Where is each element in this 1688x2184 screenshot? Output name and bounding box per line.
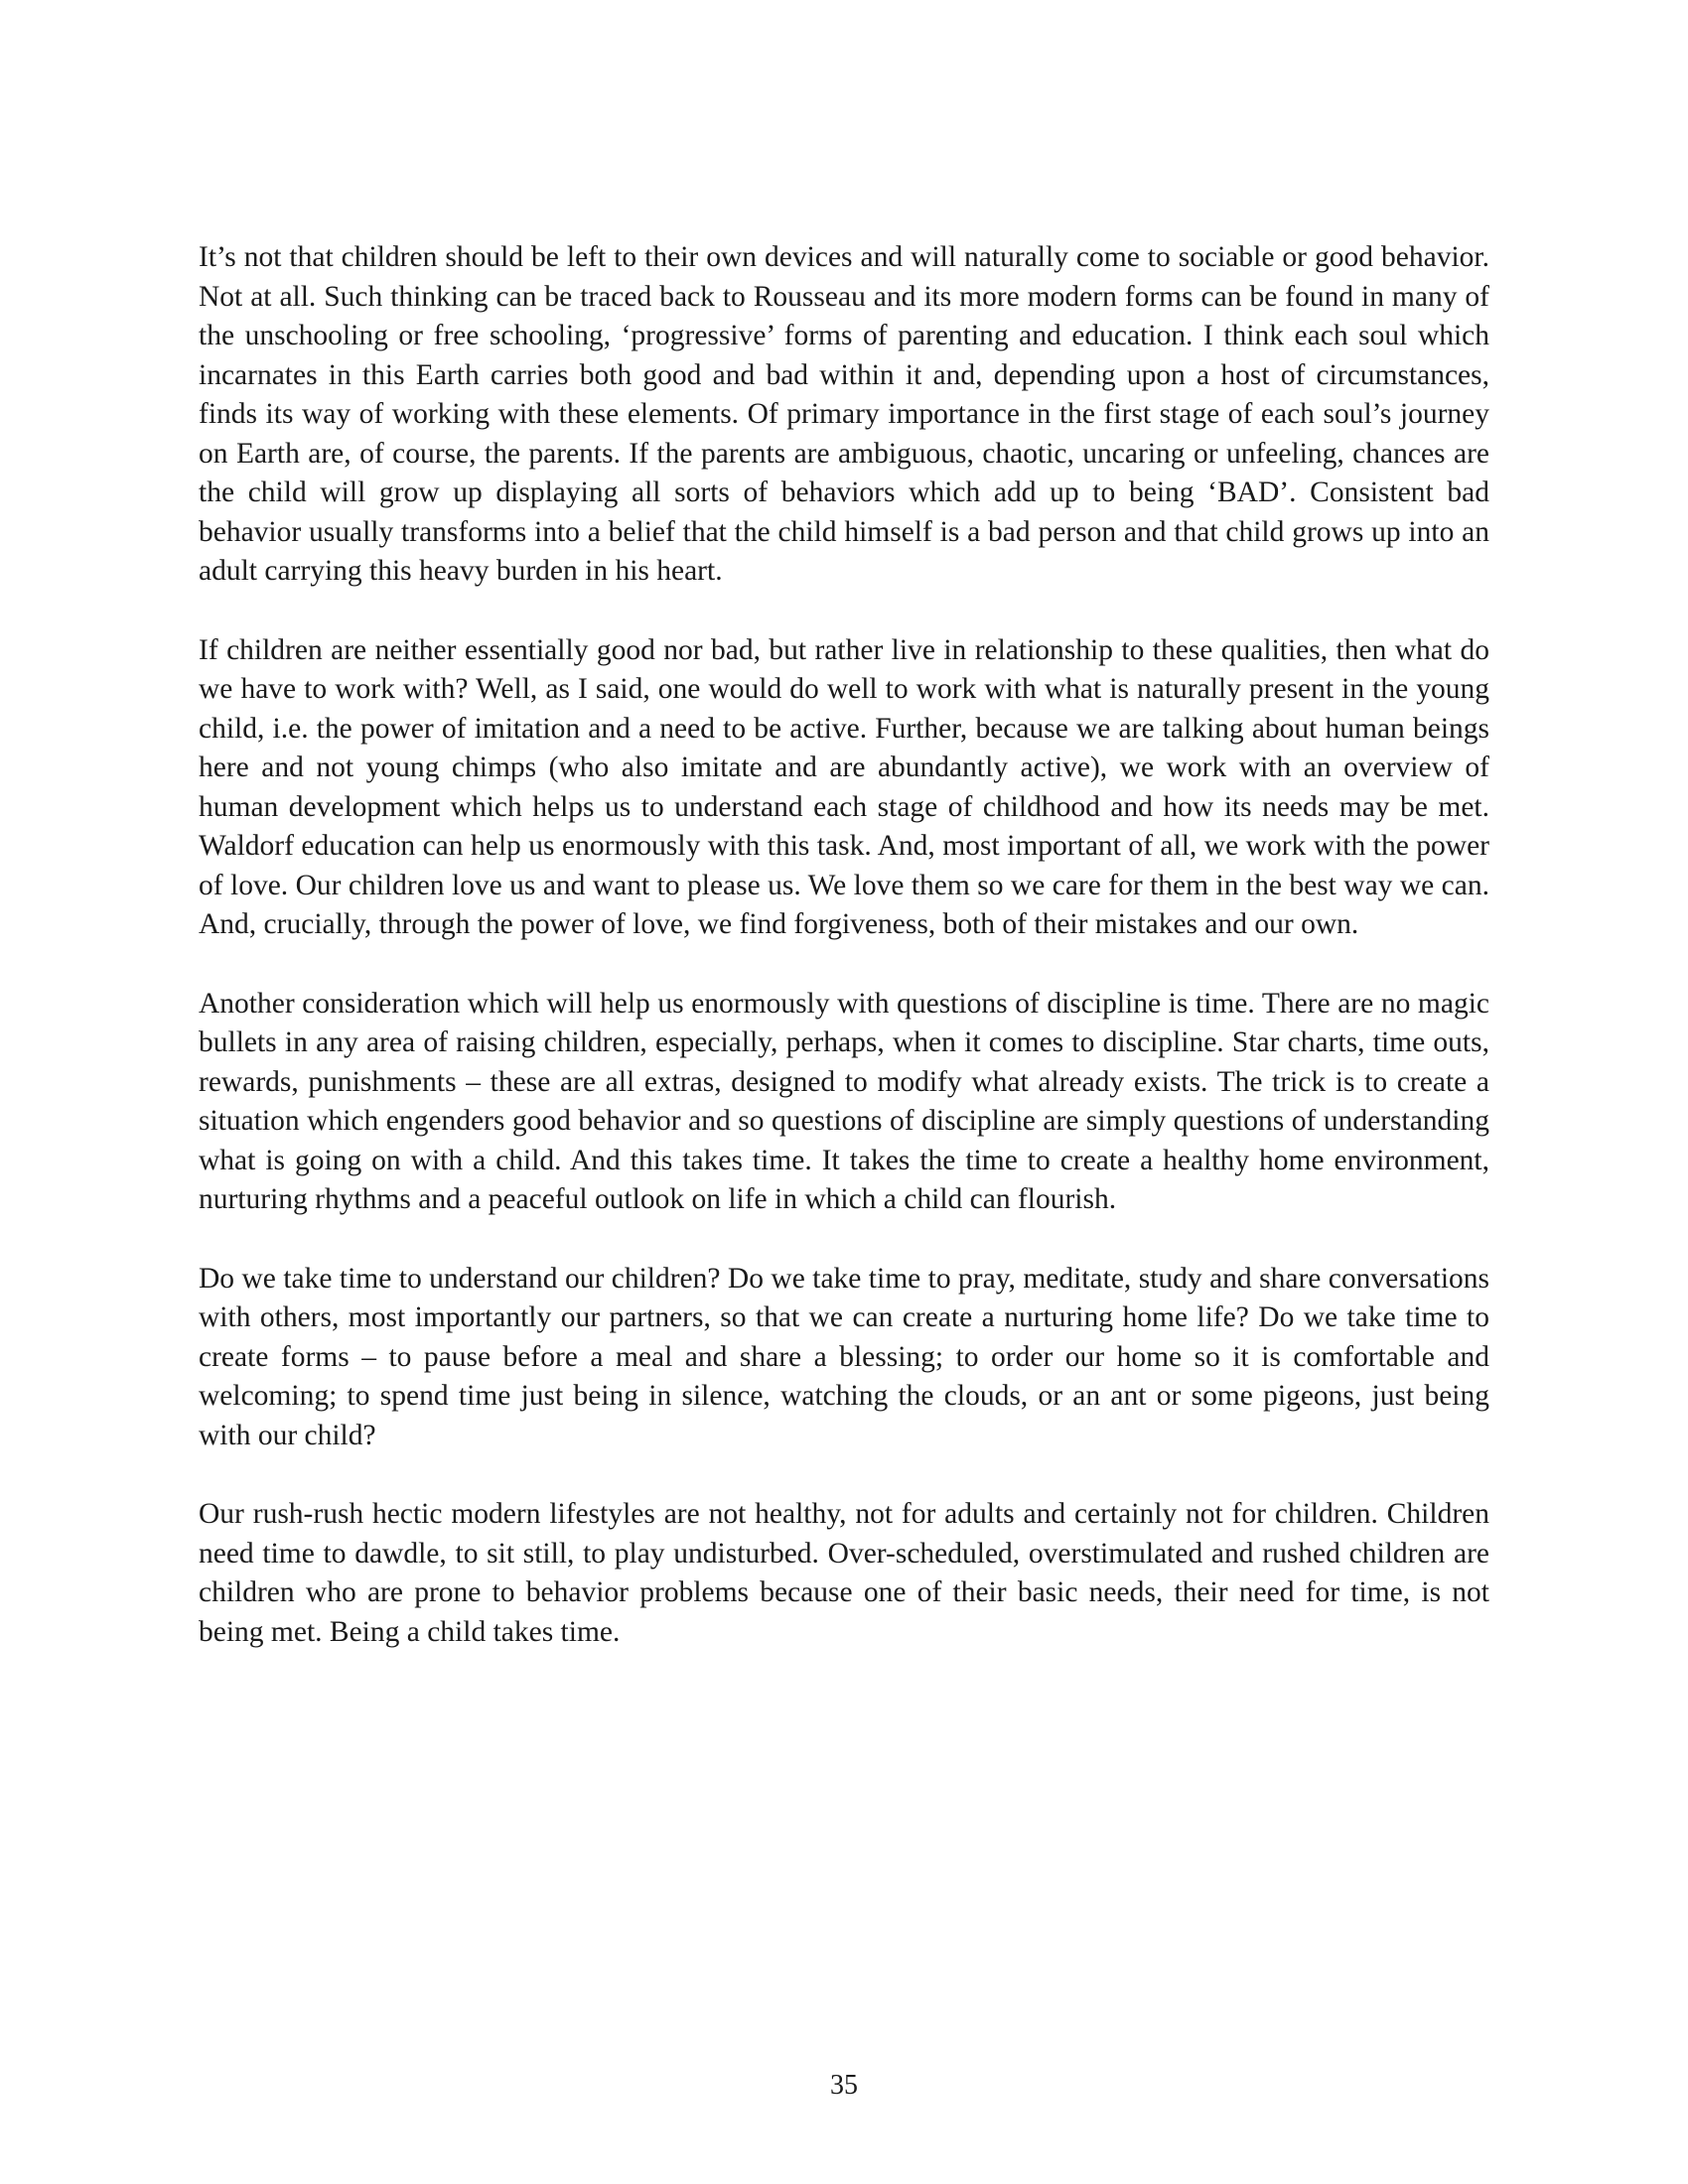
- body-text: [199, 238, 1489, 1692]
- paragraph-4: Do we take time to understand our children? Do we take time to pray, meditate, study and share conversations with others, most importantly our partners, so that we can create a nurturing home life? Do we take time to create forms – to pause before a meal and share a blessing; to order our home so it is comfortable and welcoming; to spend time just being in silence, watching the clouds, or an ant or some pigeons, just being with our child?: [199, 1262, 1489, 1451]
- paragraph-5: Our rush-rush hectic modern lifestyles are not healthy, not for adults and certainly not for children. Children need time to dawdle, to sit still, to play undisturbed. Over-scheduled, overstimulated and rushed children are children who are prone to behavior problems because one of their basic needs, their need for time, is not being met. Being a child takes time.: [199, 1498, 1489, 1648]
- paragraph-3: Another consideration which will help us enormously with questions of discipline is time. There are no magic bullets in any area of raising children, especially, perhaps, when it comes to discipline. Star charts, time outs, rewards, punishments – these are all extras, designed to modify what already exists. The trick is to create a situation which engenders good behavior and so questions of discipline are simply questions of understanding what is going on with a child. And this takes time. It takes the time to create a healthy home environment, nurturing rhythms and a peaceful outlook on life in which a child can flourish.: [199, 987, 1489, 1215]
- page-number: 35: [830, 2070, 858, 2101]
- paragraph-1: It’s not that children should be left to their own devices and will naturally come to sociable or good behavior. Not at all. Such thinking can be traced back to Rousseau and its more modern forms can be found in many of the unschooling or free schooling, ‘progressive’ forms of parenting and education. I think each soul which incarnates in this Earth carries both good and bad within it and, depending upon a host of circumstances, finds its way of working with these elements. Of primary importance in the first stage of each soul’s journey on Earth are, of course, the parents. If the parents are ambiguous, chaotic, uncaring or unfeeling, chances are the child will grow up displaying all sorts of behaviors which add up to being ‘BAD’. Consistent bad behavior usually transforms into a belief that the child himself is a bad person and that child grows up into an adult carrying this heavy burden in his heart.: [199, 241, 1489, 587]
- paragraph-2: If children are neither essentially good nor bad, but rather live in relationship to these qualities, then what do we have to work with? Well, as I said, one would do well to work with what is naturally present in the young child, i.e. the power of imitation and a need to be active. Further, because we are talking about human beings here and not young chimps (who also imitate and are abundantly active), we work with an overview of human development which helps us to understand each stage of childhood and how its needs may be met. Waldorf education can help us enormously with this task. And, most important of all, we work with the power of love. Our children love us and want to please us. We love them so we care for them in the best way we can. And, crucially, through the power of love, we find forgiveness, both of their mistakes and our own.: [199, 633, 1489, 940]
